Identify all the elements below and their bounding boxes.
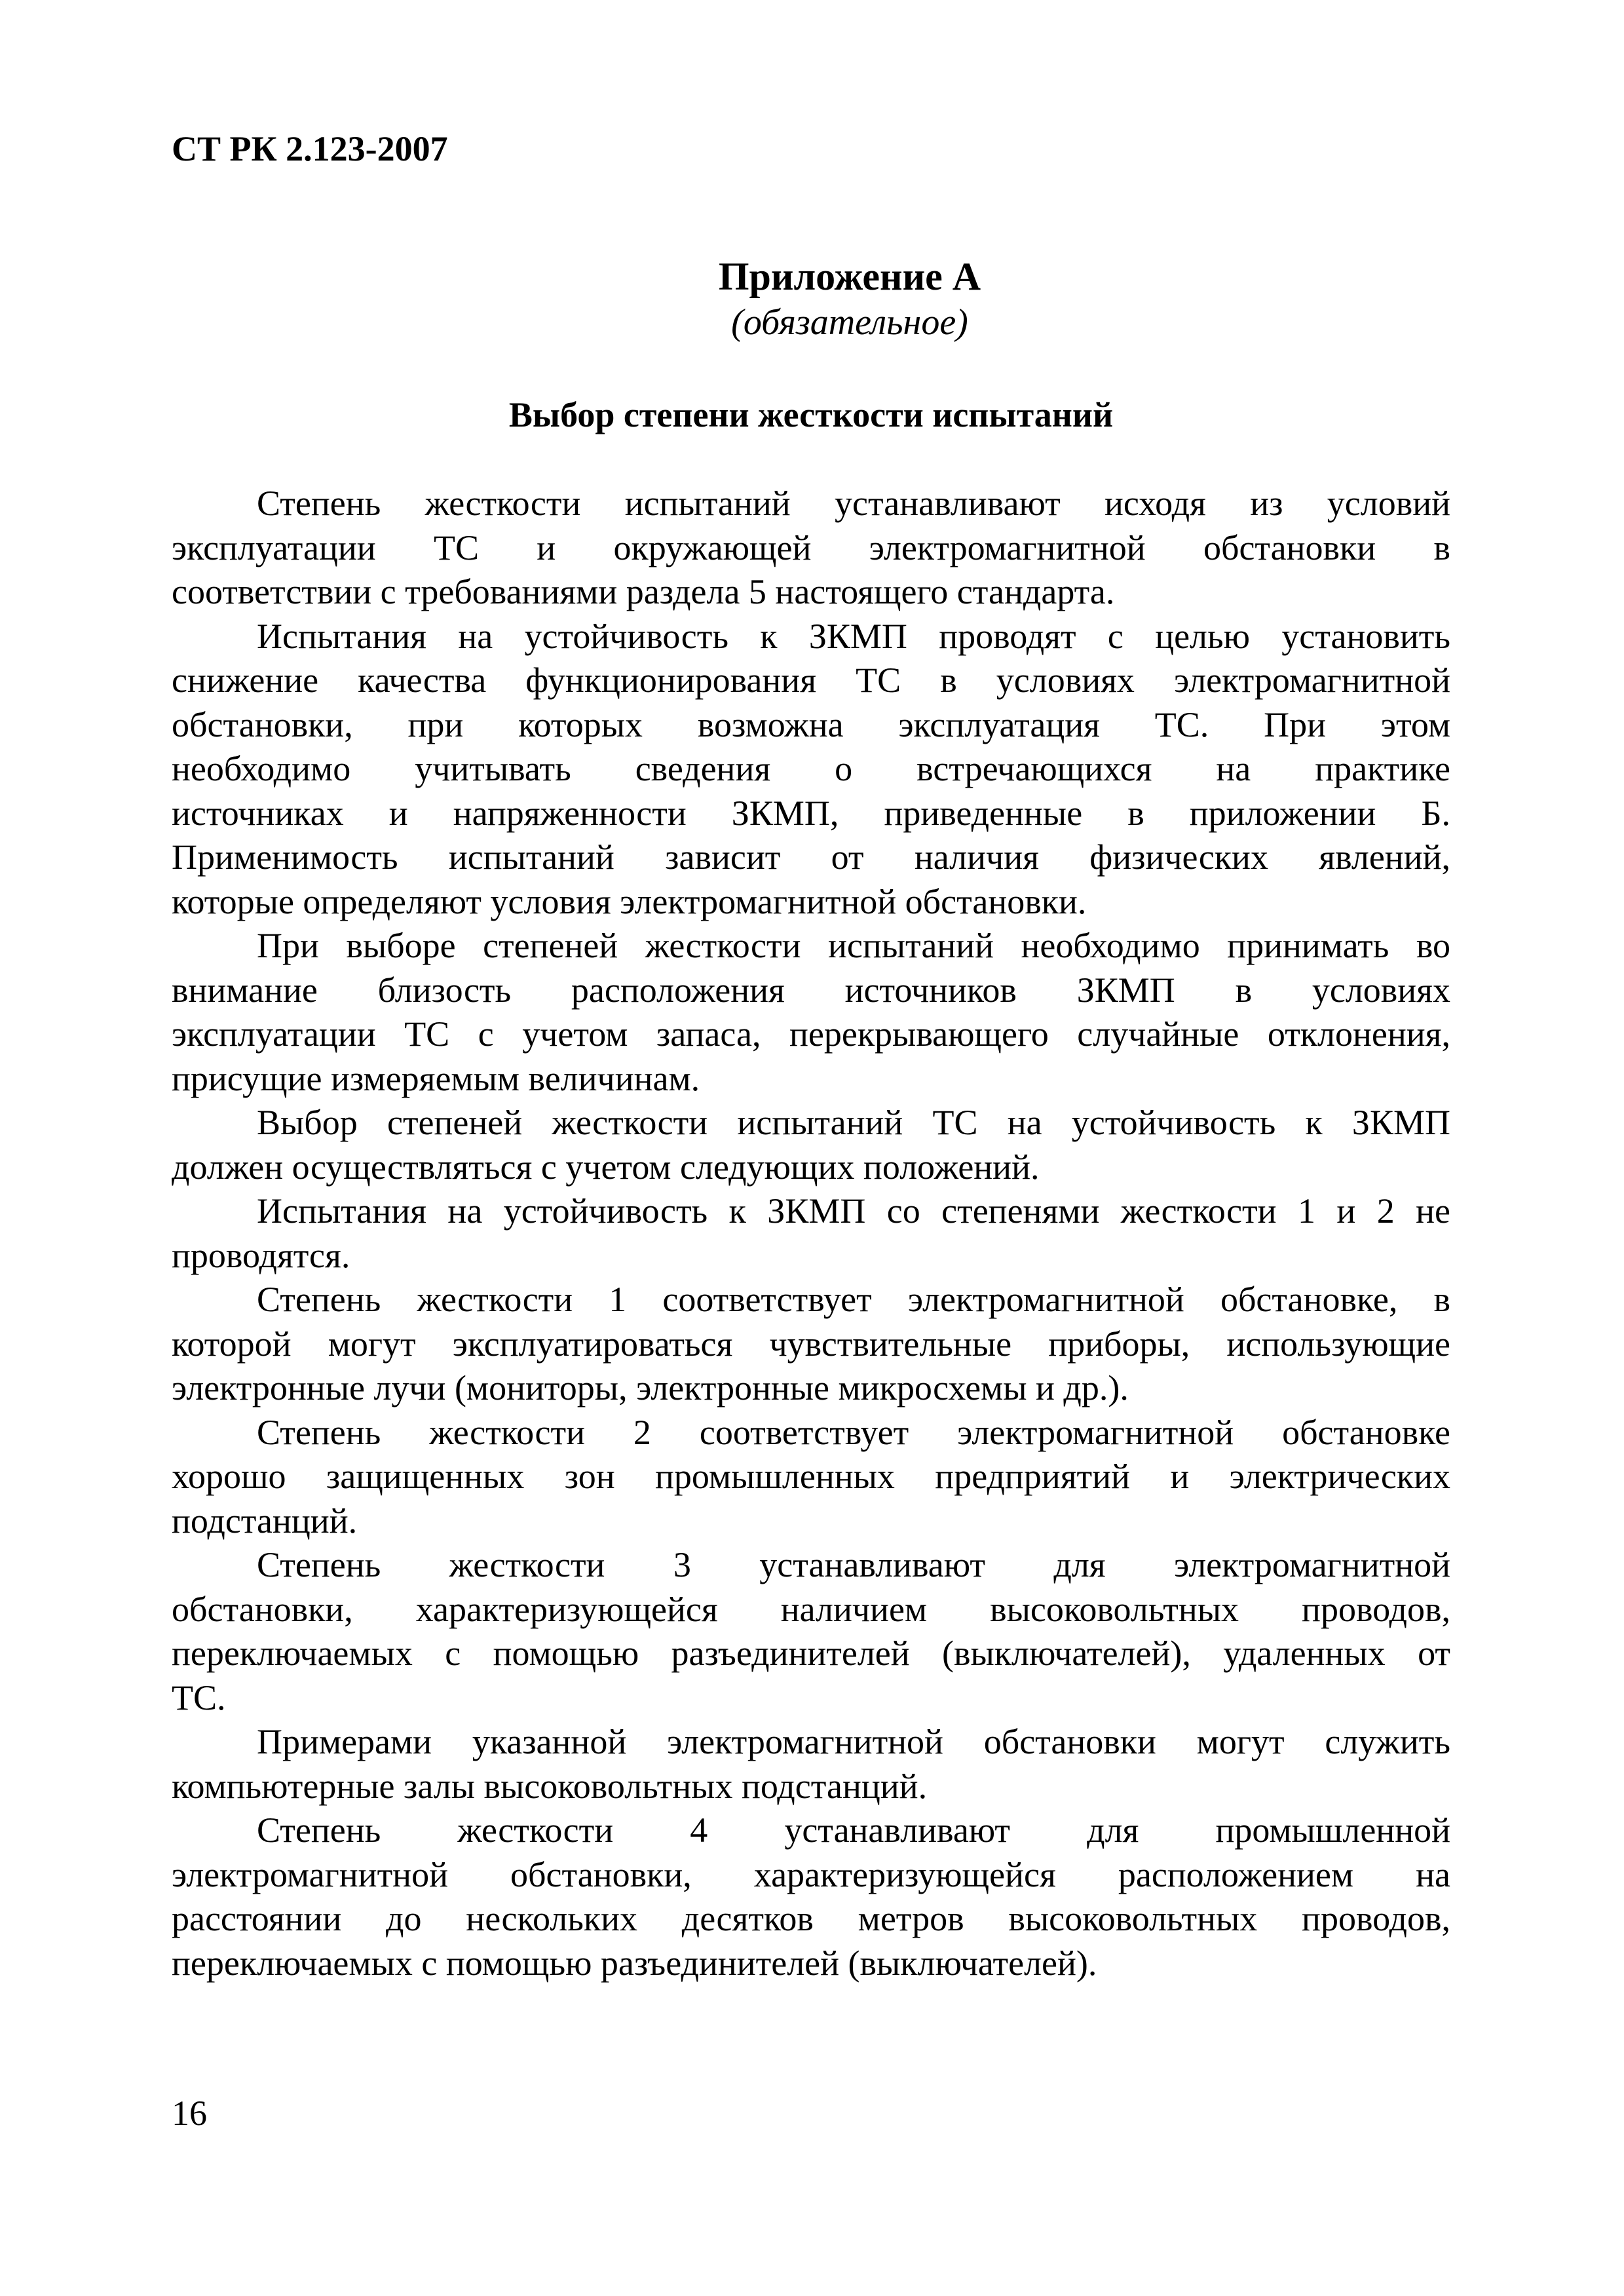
paragraph-6-line: которой могут эксплуатироваться чувствительные приборы, использующие: [172, 1324, 1450, 1364]
paragraph-3-line: При выборе степеней жесткости испытаний необходимо принимать во: [257, 926, 1450, 965]
paragraph-2-line: снижение качества функционирования ТС в условиях электромагнитной: [172, 660, 1450, 700]
paragraph-1-line: Степень жесткости испытаний устанавливают исходя из условий: [257, 484, 1450, 523]
body-text: [172, 482, 1450, 1985]
paragraph-3-line: внимание близость расположения источников ЗКМП в условиях: [172, 970, 1450, 1010]
paragraph-5-line: проводятся.: [172, 1235, 350, 1275]
paragraph-6-line: Степень жесткости 1 соответствует электромагнитной обстановке, в: [257, 1280, 1450, 1319]
paragraph-8-line: переключаемых с помощью разъединителей (выключателей), удаленных от: [172, 1634, 1450, 1673]
section-heading: Выбор степени жесткости испытаний: [508, 395, 1114, 434]
paragraph-6-line: электронные лучи (мониторы, электронные микросхемы и др.).: [172, 1368, 1129, 1407]
paragraph-1-line: эксплуатации ТС и окружающей электромагнитной обстановки в: [172, 527, 1450, 567]
paragraph-2-line: Испытания на устойчивость к ЗКМП проводят с целью установить: [257, 616, 1450, 656]
paragraph-2-line: источниках и напряженности ЗКМП, приведенные в приложении Б.: [172, 793, 1450, 833]
paragraph-10-line: Степень жесткости 4 устанавливают для промышленной: [257, 1810, 1450, 1850]
paragraph-3-line: присущие измеряемым величинам.: [172, 1058, 700, 1098]
paragraph-10-line: электромагнитной обстановки, характеризующейся расположением на: [172, 1854, 1450, 1894]
paragraph-7-line: подстанций.: [172, 1501, 358, 1540]
paragraph-8-line: Степень жесткости 3 устанавливают для электромагнитной: [257, 1545, 1450, 1584]
document-code: СТ РК 2.123-2007: [172, 129, 448, 168]
page-number: 16: [172, 2094, 207, 2133]
paragraph-2-line: Применимость испытаний зависит от наличия физических явлений,: [172, 837, 1450, 877]
paragraph-9-line: Примерами указанной электромагнитной обстановки могут служить: [257, 1722, 1450, 1761]
paragraph-2-line: необходимо учитывать сведения о встречающихся на практике: [172, 749, 1450, 788]
paragraph-10-line: переключаемых с помощью разъединителей (выключателей).: [172, 1943, 1097, 1983]
paragraph-2-line: обстановки, при которых возможна эксплуатация ТС. При этом: [172, 704, 1450, 744]
paragraph-10-line: расстоянии до нескольких десятков метров высоковольтных проводов,: [172, 1899, 1450, 1938]
paragraph-8-line: обстановки, характеризующейся наличием высоковольтных проводов,: [172, 1589, 1450, 1629]
paragraph-8-line: ТС.: [172, 1677, 226, 1717]
paragraph-1-line: соответствии с требованиями раздела 5 настоящего стандарта.: [172, 572, 1115, 611]
paragraph-2-line: которые определяют условия электромагнитной обстановки.: [172, 881, 1087, 921]
paragraph-5-line: Испытания на устойчивость к ЗКМП со степенями жесткости 1 и 2 не: [257, 1191, 1450, 1231]
annex-title: Приложение А: [718, 255, 981, 298]
annex-status: (обязательное): [731, 302, 968, 343]
paragraph-9-line: компьютерные залы высоковольтных подстанций.: [172, 1766, 928, 1806]
paragraph-3-line: эксплуатации ТС с учетом запаса, перекрывающего случайные отклонения,: [172, 1014, 1450, 1054]
paragraph-7-line: хорошо защищенных зон промышленных предприятий и электрических: [172, 1457, 1450, 1496]
paragraph-4-line: Выбор степеней жесткости испытаний ТС на устойчивость к ЗКМП: [257, 1103, 1450, 1142]
paragraph-4-line: должен осуществляться с учетом следующих положений.: [172, 1147, 1040, 1187]
paragraph-7-line: Степень жесткости 2 соответствует электромагнитной обстановке: [257, 1412, 1450, 1452]
